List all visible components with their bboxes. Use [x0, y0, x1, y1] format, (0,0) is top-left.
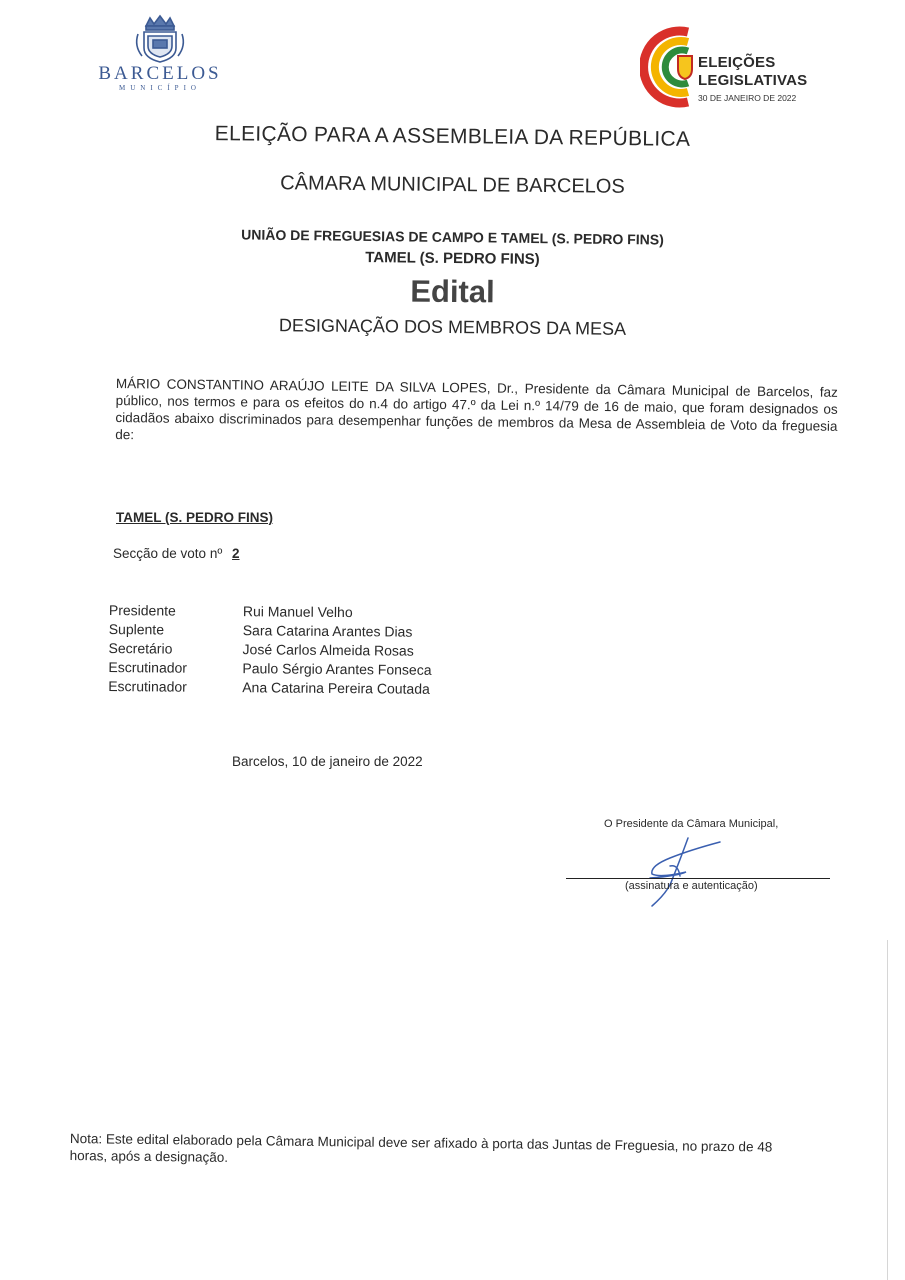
member-role: Escrutinador — [108, 658, 188, 676]
barcelos-logo — [95, 14, 225, 92]
scan-edge — [887, 940, 888, 1280]
body-paragraph: MÁRIO CONSTANTINO ARAÚJO LEITE DA SILVA LOPES, Dr., Presidente da Câmara Municipal de Barcelos, faz público, nos termos e para os efeitos do n.4 do artigo 47.º da Lei n.º 14/79 de 16 de maio, que foram designados os cidadãos abaixo discriminados para desempenhar funções de membros da Mesa de Assembleia de Voto da freguesia de: — [115, 375, 838, 443]
handwritten-signature — [630, 830, 730, 910]
member-name: Ana Catarina Pereira Coutada — [242, 679, 430, 697]
member-name: Paulo Sérgio Arantes Fonseca — [242, 660, 432, 678]
member-name: José Carlos Almeida Rosas — [242, 641, 414, 659]
coat-of-arms-icon — [132, 14, 188, 64]
freguesia-heading: TAMEL (S. PEDRO FINS) — [116, 510, 274, 525]
member-name: Rui Manuel Velho — [242, 603, 353, 621]
eleicoes-logo-date: 30 DE JANEIRO DE 2022 — [698, 93, 797, 103]
document-subtitle: CÂMARA MUNICIPAL DE BARCELOS — [280, 172, 625, 198]
parish-heading: TAMEL (S. PEDRO FINS) — [365, 249, 540, 268]
eleicoes-logo-line2: LEGISLATIVAS — [698, 72, 808, 89]
seccao-number: 2 — [232, 546, 240, 561]
seccao-line — [113, 546, 240, 561]
edital-subject: DESIGNAÇÃO DOS MEMBROS DA MESA — [278, 315, 627, 339]
member-role: Suplente — [108, 620, 165, 638]
signature-line — [566, 878, 830, 879]
member-row — [108, 677, 431, 699]
date-line: Barcelos, 10 de janeiro de 2022 — [232, 754, 423, 769]
member-role: Presidente — [108, 601, 176, 619]
barcelos-logo-name: BARCELOS — [98, 63, 222, 84]
seccao-label: Secção de voto nº — [113, 546, 223, 561]
member-name: Sara Catarina Arantes Dias — [242, 622, 413, 640]
document-title: ELEIÇÃO PARA A ASSEMBLEIA DA REPÚBLICA — [214, 122, 691, 151]
members-list — [108, 601, 432, 699]
eleicoes-logo-icon — [640, 26, 700, 108]
footer-note: Nota: Este edital elaborado pela Câmara Municipal deve ser afixado à porta das Juntas de Freguesia, no prazo de 48 horas, após a designação. — [69, 1130, 773, 1165]
signature-caption: (assinatura e autenticação) — [625, 880, 758, 892]
member-role: Escrutinador — [108, 677, 187, 695]
signature-title: O Presidente da Câmara Municipal, — [604, 818, 779, 830]
eleicoes-logo-line1: ELEIÇÕES — [698, 54, 776, 71]
eleicoes-logo — [640, 26, 820, 108]
barcelos-logo-sub: MUNICÍPIO — [119, 84, 201, 92]
edital-heading: Edital — [410, 273, 495, 310]
member-role: Secretário — [108, 639, 173, 657]
union-heading: UNIÃO DE FREGUESIAS DE CAMPO E TAMEL (S. PEDRO FINS) — [241, 226, 664, 248]
